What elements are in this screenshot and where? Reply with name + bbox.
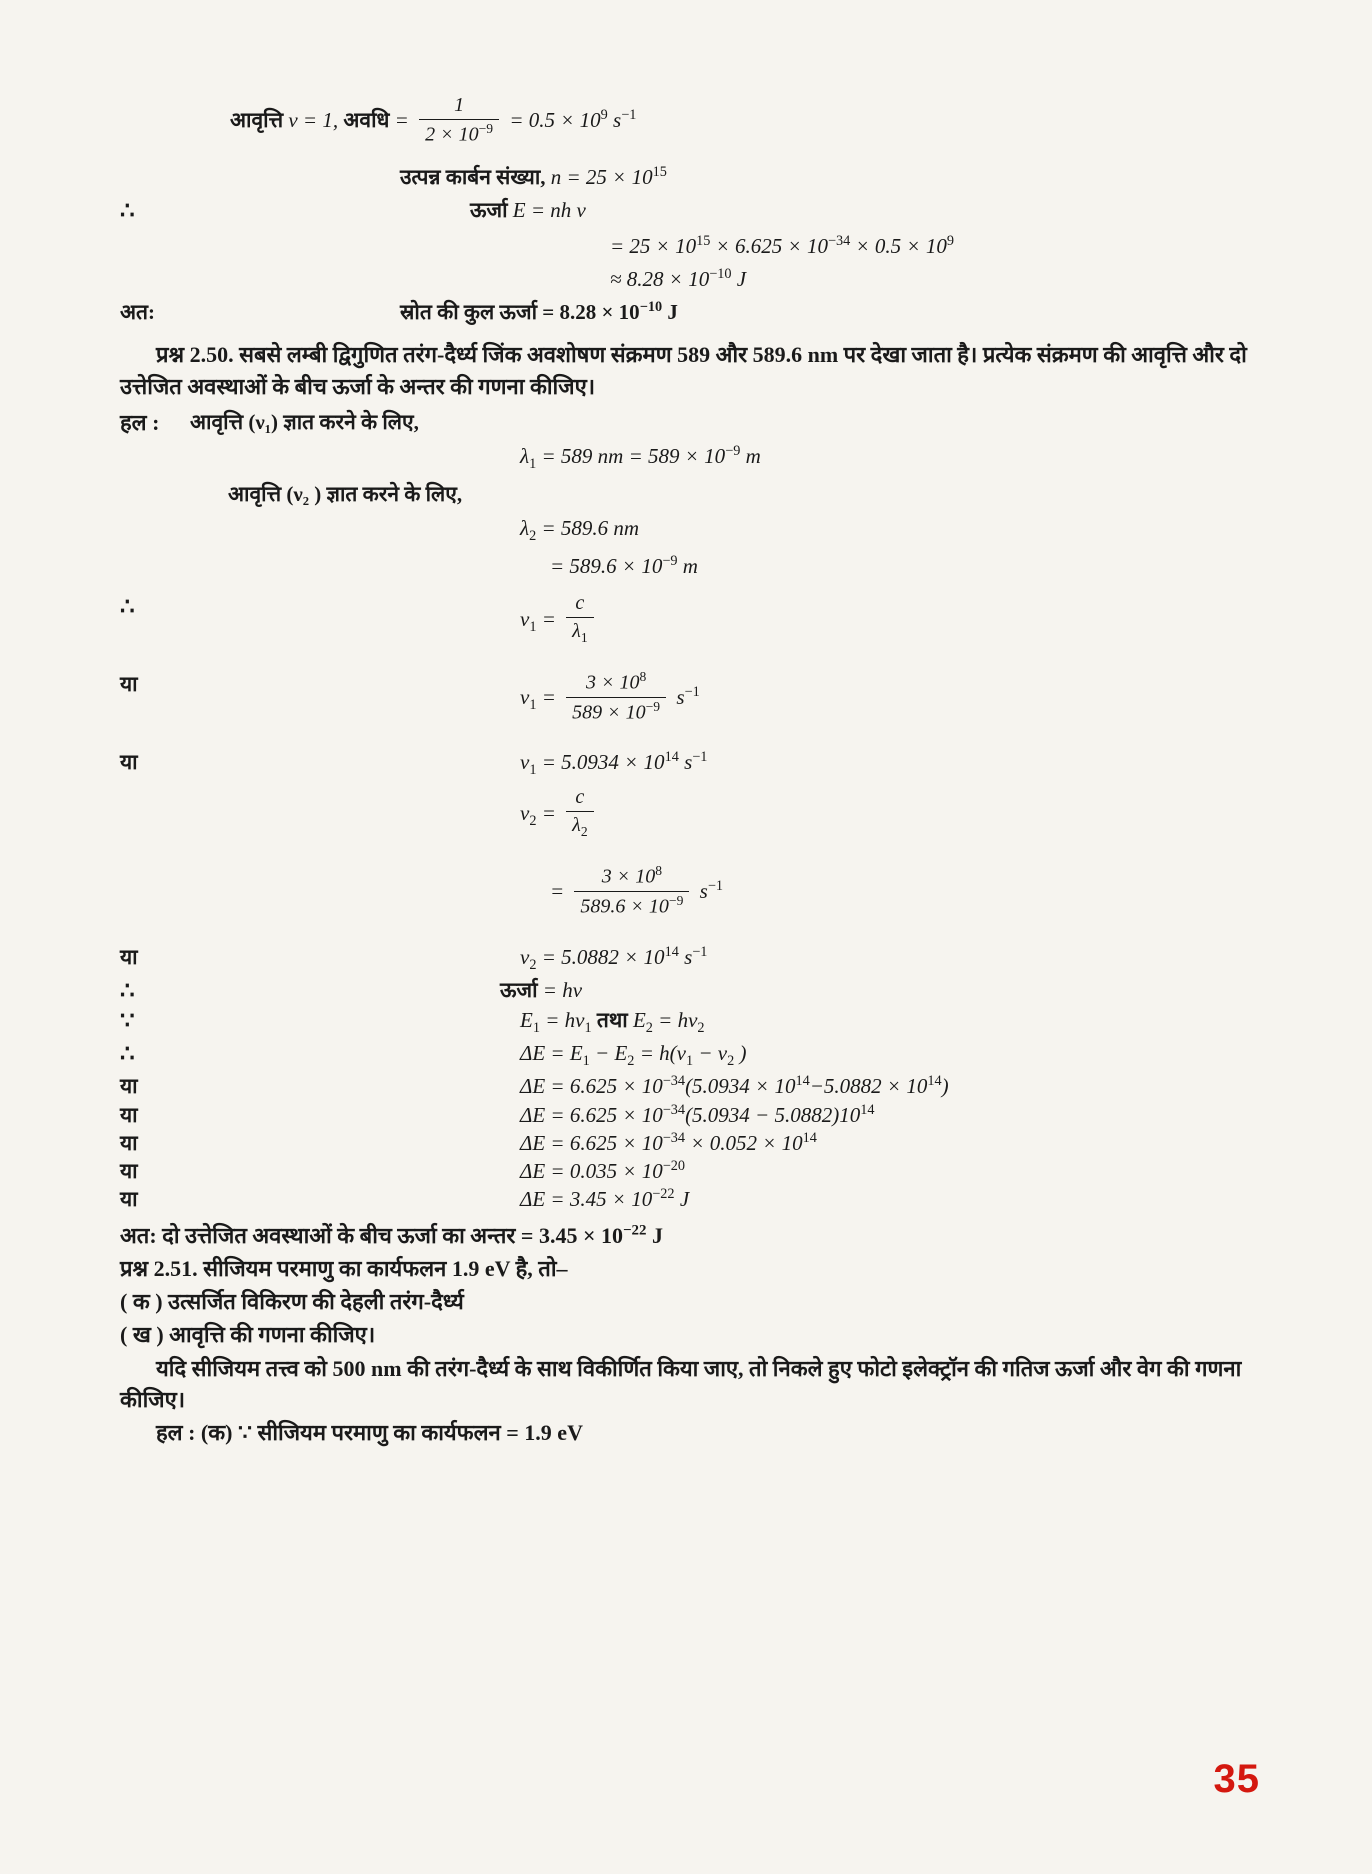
equation-row-delta-e1 [120,1073,1252,1099]
row-label-therefore: ∴ [120,593,135,619]
equation-delta-e-final: $\Delta E = 3.45 \times 10^{-22}$ J [520,1186,690,1212]
equation-row-nu1-calc [120,668,1252,727]
row-label-or: या [120,671,138,696]
row-label-therefore: ∴ [120,1041,135,1067]
solution-label: हल : [120,409,160,435]
equation-delta-e-step4: $\Delta E = 0.035 \times 10^{-20}$ [520,1158,686,1184]
equation-row-delta-e3 [120,1130,1252,1156]
equation-nu1-value: $\nu_1 = 5.0934 \times 10^{14}$ $s^{-1}$ [520,749,708,779]
row-label-or: या [120,944,138,969]
question-2-51-option-a: ( क ) उत्सर्जित विकिरण की देहली तरंग-दैर्ध्य [120,1289,464,1315]
row-label-therefore: ∴ [120,197,135,223]
equation-nu1-definition: $\nu_1$ = $\frac{c}{\lambda_1}$ [520,593,599,649]
equation-delta-e-step1: $\Delta E = 6.625 \times 10^{-34}(5.0934 \times 10^{14}-5.0882 \times 10^{14})$ [520,1073,949,1099]
solution-2-51: हल : (क) ∵ सीजियम परमाणु का कार्यफलन = 1.9 eV [156,1420,583,1446]
equation-row-nu2-value [120,944,1252,975]
equation-row-delta-e2 [120,1102,1252,1128]
question-2-51-body: यदि सीजियम तत्त्व को 500 nm की तरंग-दैर्ध्य के साथ विकीर्णित किया जाए, तो निकले हुए फोटो इलेक्ट्रॉन की गतिज ऊर्जा और वेग की गणना कीजिए। [120,1355,1242,1412]
equation-row-energy-def [120,197,1252,226]
solution-row-intro [120,409,1252,437]
equation-row-lambda1 [120,443,1252,474]
equation-row-total-energy [120,299,1252,325]
question-2-51: प्रश्न 2.51. सीजियम परमाणु का कार्यफलन 1.9 eV है, तो– [120,1255,568,1281]
row-label-therefore-hindi: अत: [120,300,156,325]
row-label-or: या [120,750,138,775]
conclusion-2-50: अत: दो उत्तेजित अवस्थाओं के बीच ऊर्जा का अन्तर = $3.45 \times 10^{-22}$ J [120,1222,663,1248]
fraction-c-lambda1: $\frac{c}{\lambda_1}$ [566,591,593,647]
row-label-or: या [120,1074,138,1099]
equation-energy-substitution: = $25 \times 10^{15} \times 6.625 \times 10^{-34} \times 0.5 \times 10^9$ [610,232,954,258]
row-label-therefore: ∴ [120,977,135,1003]
equation-energy-hnu: ऊर्जा = hν [500,977,583,1002]
equation-nu2-value: $\nu_2 = 5.0882 \times 10^{14}$ $s^{-1}$ [520,943,708,973]
question-2-50: प्रश्न 2.50. सबसे लम्बी द्विगुणित तरंग-दैर्ध्य जिंक अवशोषण संक्रमण 589 और 589.6 nm पर देखा जाता है। प्रत्येक संक्रमण की आवृत्ति और दो उत्तेजित अवस्थाओं के बीच ऊर्जा के अन्तर की गणना कीजिए। [120,342,1247,399]
equation-row-delta-e4 [120,1158,1252,1184]
solution-intro-nu1: आवृत्ति (ν₁) ज्ञात करने के लिए, [190,409,419,434]
equation-delta-e-step2: $\Delta E = 6.625 \times 10^{-34}(5.0934 - 5.0882)10^{14}$ [520,1101,875,1127]
row-label-or: या [120,1102,138,1127]
equation-row-nu1-value [120,749,1252,780]
equation-row-nu1-def [120,593,1252,649]
equation-nu1-calculation: $\nu_1$ = $\frac{3 \times 10^8}{589 \times 10^{-9}}$ $s^{-1}$ [520,668,700,724]
equation-row-lambda2a [120,515,1252,546]
equation-row-lambda2b [120,553,1252,579]
fraction-nu2: $\frac{3 \times 10^8}{589.6 \times 10^{-9}}$ [574,863,689,919]
solution-intro-nu2: आवृत्ति (ν₂ ) ज्ञात करने के लिए, [228,482,463,507]
equation-e1-e2: $E_1 = h\nu_1$ तथा $E_2 = h\nu_2$ [520,1008,705,1037]
row-label-or: या [120,1130,138,1155]
row-label-because: ∵ [120,1008,135,1034]
equation-lambda2a: $\lambda_2 = 589.6$ nm [520,515,640,544]
equation-delta-e-step3: $\Delta E = 6.625 \times 10^{-34} \times 0.052 \times 10^{14}$ [520,1129,817,1155]
equation-energy-def: ऊर्जा E = nh ν [470,197,586,222]
equation-energy-value: ≈ $8.28 \times 10^{-10}$ J [610,265,747,291]
fraction-period: $\frac{1}{2 \times 10^{-9}}$ [419,93,499,148]
equation-lambda1: $\lambda_1 = 589$ nm = $589 \times 10^{-9}$ m [520,443,761,473]
equation-carbon-count: उत्पन्न कार्बन संख्या, $n = 25 \times 10^{15}$ [400,163,667,189]
equation-row-energy-sub [120,233,1252,259]
equation-row-energy-hnu [120,977,1252,1006]
row-label-or: या [120,1159,138,1184]
row-label-or: या [120,1187,138,1212]
page-number: 35 [1213,1757,1260,1801]
equation-row-nu2-calc [120,865,1252,921]
question-2-51-option-b: ( ख ) आवृत्ति की गणना कीजिए। [120,1322,376,1348]
equation-row-e1-e2 [120,1007,1252,1038]
fraction-c-lambda2: $\frac{c}{\lambda_2}$ [566,785,593,841]
equation-total-energy: स्रोत की कुल ऊर्जा = $8.28 \times 10^{-10}$ J [400,299,678,325]
solution-row-intro2 [120,481,1252,507]
equation-nu2-definition: $\nu_2$ = $\frac{c}{\lambda_2}$ [520,787,599,843]
equation-row-frequency [120,95,1252,150]
equation-row-delta-e [120,1040,1252,1071]
equation-delta-e: $\Delta E = E_1 - E_2 = h(\nu_1 - \nu_2$ ) [520,1041,747,1070]
equation-nu2-calculation: = $\frac{3 \times 10^8}{589.6 \times 10^{-9}}$ $s^{-1}$ [550,863,724,918]
equation-frequency: आवृत्ति ν = 1, अवधि = $\frac{1}{2 \times 10^{-9}}$ = $0.5 \times 10^9$ $s^{-1}$ [230,94,637,146]
fraction-nu1: $\frac{3 \times 10^8}{589 \times 10^{-9}}$ [566,669,666,725]
equation-row-nu2-def [120,787,1252,843]
equation-lambda2b: = $589.6 \times 10^{-9}$ m [550,552,698,578]
equation-row-delta-e5 [120,1186,1252,1212]
equation-row-carbon-count [120,164,1252,190]
equation-row-energy-value [120,266,1252,292]
